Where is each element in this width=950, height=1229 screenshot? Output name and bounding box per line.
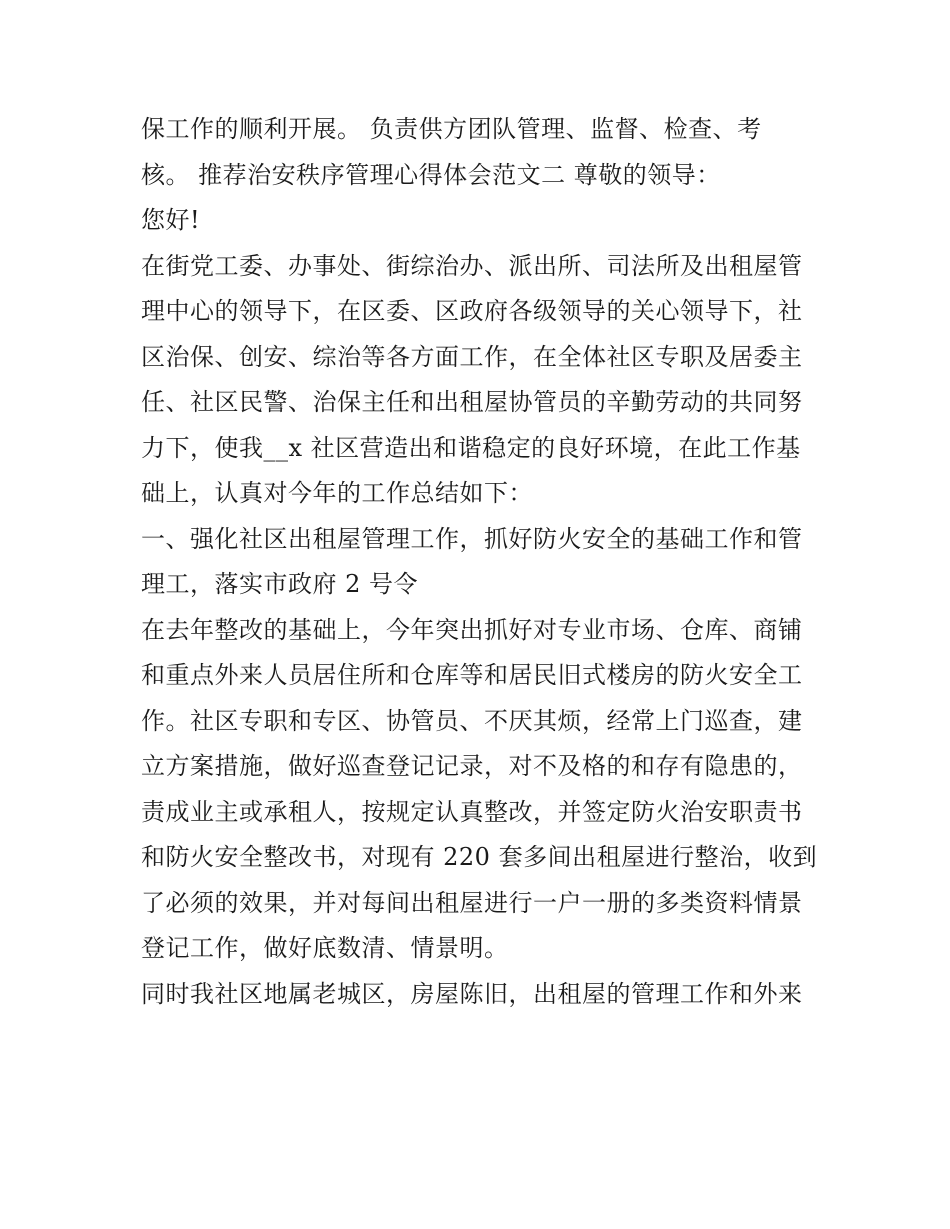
text-line-2: 核。 推荐治安秩序管理心得体会范文二 尊敬的领导：: [141, 160, 721, 189]
text-line-13: 和重点外来人员居住所和仓库等和居民旧式楼房的防火安全工: [141, 661, 803, 689]
text-line-11: 理工，落实市政府 2 号令: [141, 570, 419, 598]
text-line-20: 同时我社区地属老城区，房屋陈旧，出租屋的管理工作和外来: [141, 979, 803, 1008]
text-line-9: 础上，认真对今年的工作总结如下：: [141, 479, 533, 507]
text-line-7: 任、社区民警、治保主任和出租屋协管员的辛勤劳动的共同努: [141, 388, 803, 416]
text-line-17: 和防火安全整改书，对现有 220 套多间出租屋进行整治，收到: [141, 843, 818, 871]
text-line-6: 区治保、创安、综治等各方面工作，在全体社区专职及居委主: [141, 342, 803, 371]
text-line-10: 一、强化社区出租屋管理工作，抓好防火安全的基础工作和管: [141, 524, 803, 553]
text-line-3: 您好!: [141, 206, 201, 234]
text-line-16: 责成业主或承租人，按规定认真整改，并签定防火治安职责书: [141, 797, 803, 826]
text-line-14: 作。社区专职和专区、协管员、不厌其烦，经常上门巡查，建: [141, 706, 803, 735]
text-line-1: 保工作的顺利开展。 负责供方团队管理、监督、检查、考: [141, 115, 762, 143]
text-line-18: 了必须的效果，并对每间出租屋进行一户一册的多类资料情景: [141, 888, 803, 917]
text-line-12: 在去年整改的基础上，今年突出抓好对专业市场、仓库、商铺: [141, 615, 803, 644]
text-line-19: 登记工作，做好底数清、情景明。: [141, 934, 509, 962]
text-line-15: 立方案措施，做好巡查登记记录，对不及格的和存有隐患的，: [141, 752, 803, 780]
text-line-4: 在街党工委、办事处、街综治办、派出所、司法所及出租屋管: [141, 251, 803, 280]
text-line-8: 力下，使我__x 社区营造出和谐稳定的良好环境，在此工作基: [141, 433, 801, 462]
text-line-5: 理中心的领导下，在区委、区政府各级领导的关心领导下，社: [141, 297, 803, 325]
body-text: [141, 107, 821, 1017]
